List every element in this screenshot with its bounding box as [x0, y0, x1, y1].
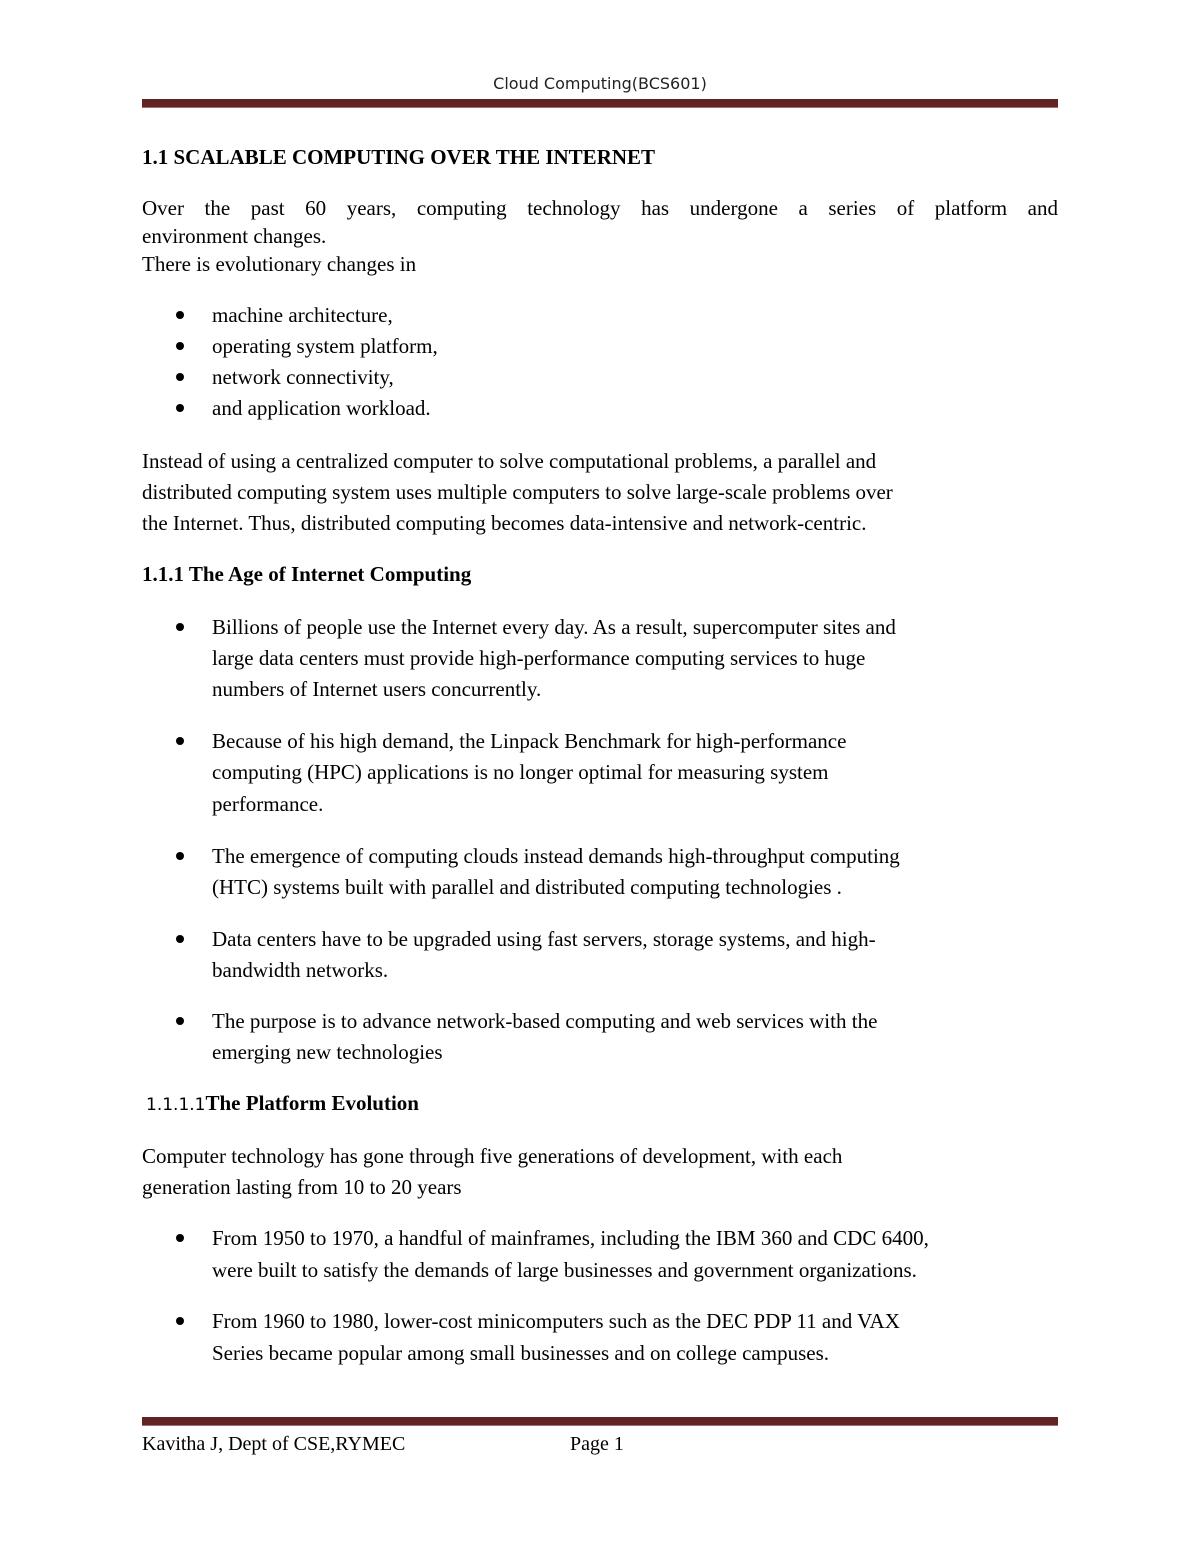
- bullet-item-text: From 1950 to 1970, a handful of mainframes, including the IBM 360 and CDC 6400,: [212, 1226, 929, 1250]
- bullet-item-text: (HTC) systems built with parallel and distributed computing technologies .: [212, 875, 842, 899]
- paragraph-line: the Internet. Thus, distributed computing becomes data-intensive and network-centric.: [142, 511, 867, 535]
- paragraph-line: environment changes.: [142, 224, 327, 248]
- paragraph-line: Over the past 60 years, computing technology has undergone a series of platform and: [142, 196, 1058, 220]
- bullet-item-text: emerging new technologies: [212, 1040, 443, 1064]
- bullet-item-text: Data centers have to be upgraded using fast servers, storage systems, and high-: [212, 927, 876, 951]
- paragraph-line: Instead of using a centralized computer to solve computational problems, a parallel and: [142, 449, 877, 473]
- footer-divider: [142, 1417, 1058, 1426]
- bullet-item-text: computing (HPC) applications is no longer optimal for measuring system: [212, 760, 829, 784]
- bullet-icon: [176, 852, 184, 860]
- bullet-item-text: large data centers must provide high-performance computing services to huge: [212, 646, 866, 670]
- section-heading: [146, 1090, 1062, 1116]
- section-number: 1.1.1.1: [146, 1095, 206, 1115]
- bullet-icon: [176, 1234, 184, 1242]
- bullet-icon: [176, 311, 184, 319]
- bullet-item-text: performance.: [212, 792, 324, 816]
- paragraph-line: generation lasting from 10 to 20 years: [142, 1175, 462, 1199]
- bullet-icon: [176, 373, 184, 381]
- bullet-item-text: bandwidth networks.: [212, 958, 389, 982]
- bullet-icon: [176, 342, 184, 350]
- bullet-icon: [176, 1317, 184, 1325]
- section-heading: 1.1 SCALABLE COMPUTING OVER THE INTERNET: [142, 145, 656, 169]
- bullet-item-text: numbers of Internet users concurrently.: [212, 677, 542, 701]
- bullet-item-text: and application workload.: [212, 396, 431, 420]
- bullet-icon: [176, 404, 184, 412]
- bullet-icon: [176, 623, 184, 631]
- header-divider: [142, 99, 1058, 108]
- paragraph-line: distributed computing system uses multiple computers to solve large-scale problems over: [142, 480, 893, 504]
- page-header-title: Cloud Computing(BCS601): [493, 74, 707, 93]
- bullet-item-text: operating system platform,: [212, 334, 438, 358]
- bullet-item-text: were built to satisfy the demands of large businesses and government organizations.: [212, 1258, 917, 1282]
- bullet-item-text: network connectivity,: [212, 365, 394, 389]
- footer-page-number: Page 1: [570, 1433, 624, 1455]
- bullet-icon: [176, 935, 184, 943]
- bullet-item-text: Series became popular among small businesses and on college campuses.: [212, 1341, 829, 1365]
- bullet-item-text: Billions of people use the Internet every day. As a result, supercomputer sites and: [212, 615, 896, 639]
- bullet-item-text: Because of his high demand, the Linpack Benchmark for high-performance: [212, 729, 847, 753]
- bullet-item-text: machine architecture,: [212, 303, 393, 327]
- footer-author: Kavitha J, Dept of CSE,RYMEC: [142, 1433, 406, 1455]
- bullet-icon: [176, 1017, 184, 1025]
- bullet-item-text: The emergence of computing clouds instead demands high-throughput computing: [212, 844, 900, 868]
- bullet-item-text: The purpose is to advance network-based computing and web services with the: [212, 1009, 878, 1033]
- bullet-icon: [176, 737, 184, 745]
- paragraph-line: There is evolutionary changes in: [142, 252, 417, 276]
- paragraph-line: Computer technology has gone through five generations of development, with each: [142, 1144, 843, 1168]
- section-heading: 1.1.1 The Age of Internet Computing: [142, 562, 472, 586]
- section-title: The Platform Evolution: [205, 1091, 419, 1115]
- bullet-item-text: From 1960 to 1980, lower-cost minicomputers such as the DEC PDP 11 and VAX: [212, 1309, 900, 1333]
